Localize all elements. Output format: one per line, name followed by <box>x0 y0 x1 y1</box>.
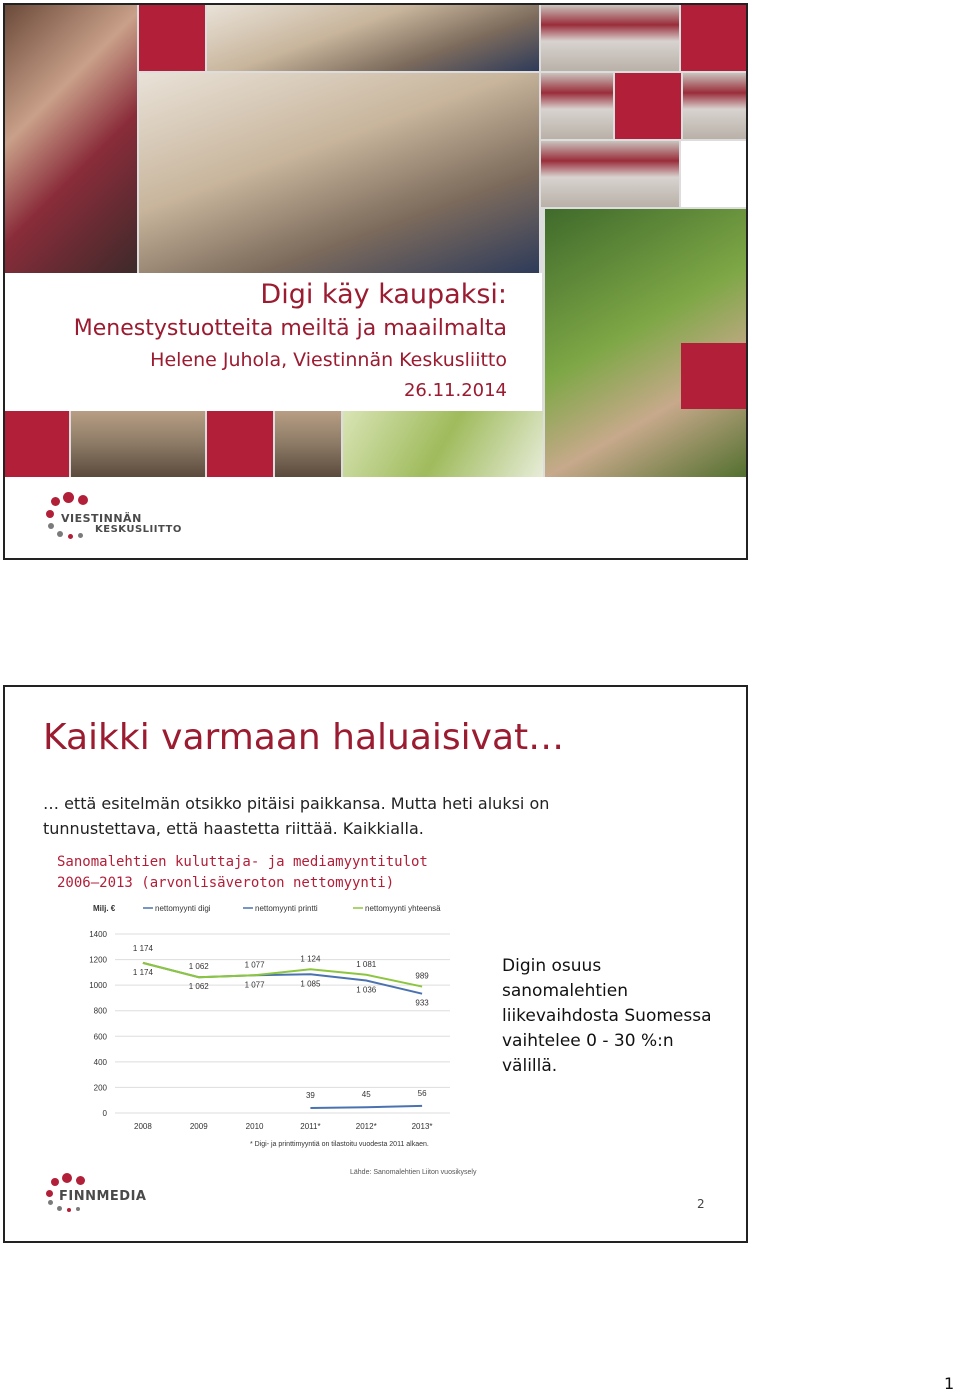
y-tick-label: 1400 <box>89 930 107 939</box>
logo-dot <box>78 495 88 505</box>
red-tile <box>207 411 273 477</box>
data-label: 1 174 <box>132 967 153 977</box>
photo-tile-newspapers <box>613 5 679 71</box>
red-tile <box>615 73 681 139</box>
logo-dot <box>48 523 54 529</box>
legend-entry: nettomyynti yhteensä <box>365 904 441 913</box>
data-label: 1 174 <box>132 943 153 953</box>
logo-text-line1: VIESTINNÄN <box>61 512 142 525</box>
slide-subtitle: Menestystuotteita meiltä ja maailmalta <box>73 316 507 341</box>
data-label: 1 062 <box>188 982 209 992</box>
x-tick-label: 2011* <box>300 1122 321 1131</box>
y-tick-label: 400 <box>93 1057 107 1067</box>
photo-tile-man-head <box>207 5 539 71</box>
photo-tile-table <box>275 411 341 477</box>
data-label: 1 077 <box>244 980 265 990</box>
data-label: 1 062 <box>188 962 209 972</box>
red-tile <box>681 5 746 71</box>
slide-page-number: 2 <box>697 1197 705 1211</box>
series-line-1 <box>310 1106 422 1108</box>
y-unit-label: Milj. € <box>93 904 116 913</box>
logo-dot <box>51 1178 59 1186</box>
logo-dot <box>62 1173 72 1183</box>
y-tick-label: 800 <box>93 1006 107 1016</box>
logo-dot <box>68 534 73 539</box>
photo-tile-newspapers <box>541 73 613 139</box>
logo-dot <box>51 497 60 506</box>
logo-dot <box>63 492 74 503</box>
x-tick-label: 2013* <box>411 1122 433 1131</box>
data-label: 56 <box>417 1088 427 1098</box>
title-slide <box>3 3 748 560</box>
photo-tile-newspapers <box>541 141 679 207</box>
slide-body-text: … että esitelmän otsikko pitäisi paikkansa. Mutta heti aluksi on tunnustettava, että haastetta riittää. Kaikkialla. <box>43 794 550 838</box>
digital-share-note: Digin osuus sanomalehtien liikevaihdosta Suomessa vaihtelee 0 - 30 %:n välillä. <box>502 956 712 1076</box>
data-label: 1 081 <box>356 959 377 969</box>
x-tick-label: 2010 <box>245 1122 264 1131</box>
y-tick-label: 600 <box>93 1032 107 1042</box>
data-label: 1 085 <box>300 979 321 989</box>
red-tile <box>5 411 69 477</box>
x-tick-label: 2008 <box>134 1122 152 1131</box>
data-label: 1 124 <box>300 954 321 964</box>
logo-dot <box>48 1200 53 1205</box>
photo-tile-newspapers <box>683 73 746 139</box>
viestinnan-keskusliitto-logo <box>45 491 205 546</box>
data-label: 933 <box>415 998 429 1008</box>
chart-footnote: * Digi- ja printtimyyntiä on tilastoitu vuodesta 2011 alkaen. <box>250 1141 429 1148</box>
logo-dot <box>78 533 83 538</box>
photo-tile-headphones <box>5 5 137 273</box>
photo-tile-newspapers <box>541 5 613 71</box>
legend-entry: nettomyynti digi <box>155 904 211 913</box>
presenter: Helene Juhola, Viestinnän Keskusliitto <box>150 349 507 371</box>
data-label: 989 <box>415 971 429 981</box>
logo-dot <box>57 1206 62 1211</box>
y-tick-label: 200 <box>93 1083 107 1093</box>
logo-text-line2: KESKUSLIITTO <box>95 524 182 535</box>
page-number: 1 <box>944 1374 955 1393</box>
data-label: 1 077 <box>244 960 265 970</box>
finnmedia-logo <box>45 1172 175 1212</box>
logo-dot <box>57 531 63 537</box>
y-tick-label: 0 <box>102 1109 107 1118</box>
photo-mosaic <box>5 5 746 477</box>
logo-dot <box>46 510 54 518</box>
chart-title-line2: 2006–2013 (arvonlisäveroton nettomyynti) <box>57 875 395 891</box>
presentation-date: 26.11.2014 <box>403 380 507 401</box>
title-box <box>5 273 542 411</box>
slide-title: Digi käy kaupaksi: <box>260 279 507 310</box>
logo-dot <box>76 1207 80 1211</box>
photo-tile-table <box>71 411 205 477</box>
photo-tile-man-tablet <box>139 73 539 273</box>
red-tile <box>681 343 746 409</box>
data-label: 1 036 <box>356 985 377 995</box>
logo-dot <box>46 1190 53 1197</box>
logo-text: FINNMEDIA <box>59 1189 147 1204</box>
y-tick-label: 1200 <box>89 955 107 965</box>
data-label: 45 <box>361 1090 371 1100</box>
x-tick-label: 2012* <box>355 1122 377 1131</box>
logo-dot <box>67 1208 71 1212</box>
photo-tile-flowers <box>343 411 543 477</box>
content-slide <box>3 685 748 1243</box>
logo-dot <box>76 1176 85 1185</box>
revenue-line-chart <box>75 899 495 1176</box>
slide-heading: Kaikki varmaan haluaisivat… <box>43 717 565 758</box>
data-label: 39 <box>305 1091 315 1101</box>
x-tick-label: 2009 <box>189 1122 208 1131</box>
y-tick-label: 1000 <box>89 981 107 991</box>
legend-entry: nettomyynti printti <box>255 904 318 913</box>
chart-title-line1: Sanomalehtien kuluttaja- ja mediamyyntitulot <box>57 854 428 870</box>
chart-source: Lähde: Sanomalehtien Liiton vuosikysely <box>350 1169 477 1176</box>
white-tile <box>681 141 746 207</box>
red-tile <box>139 5 205 71</box>
